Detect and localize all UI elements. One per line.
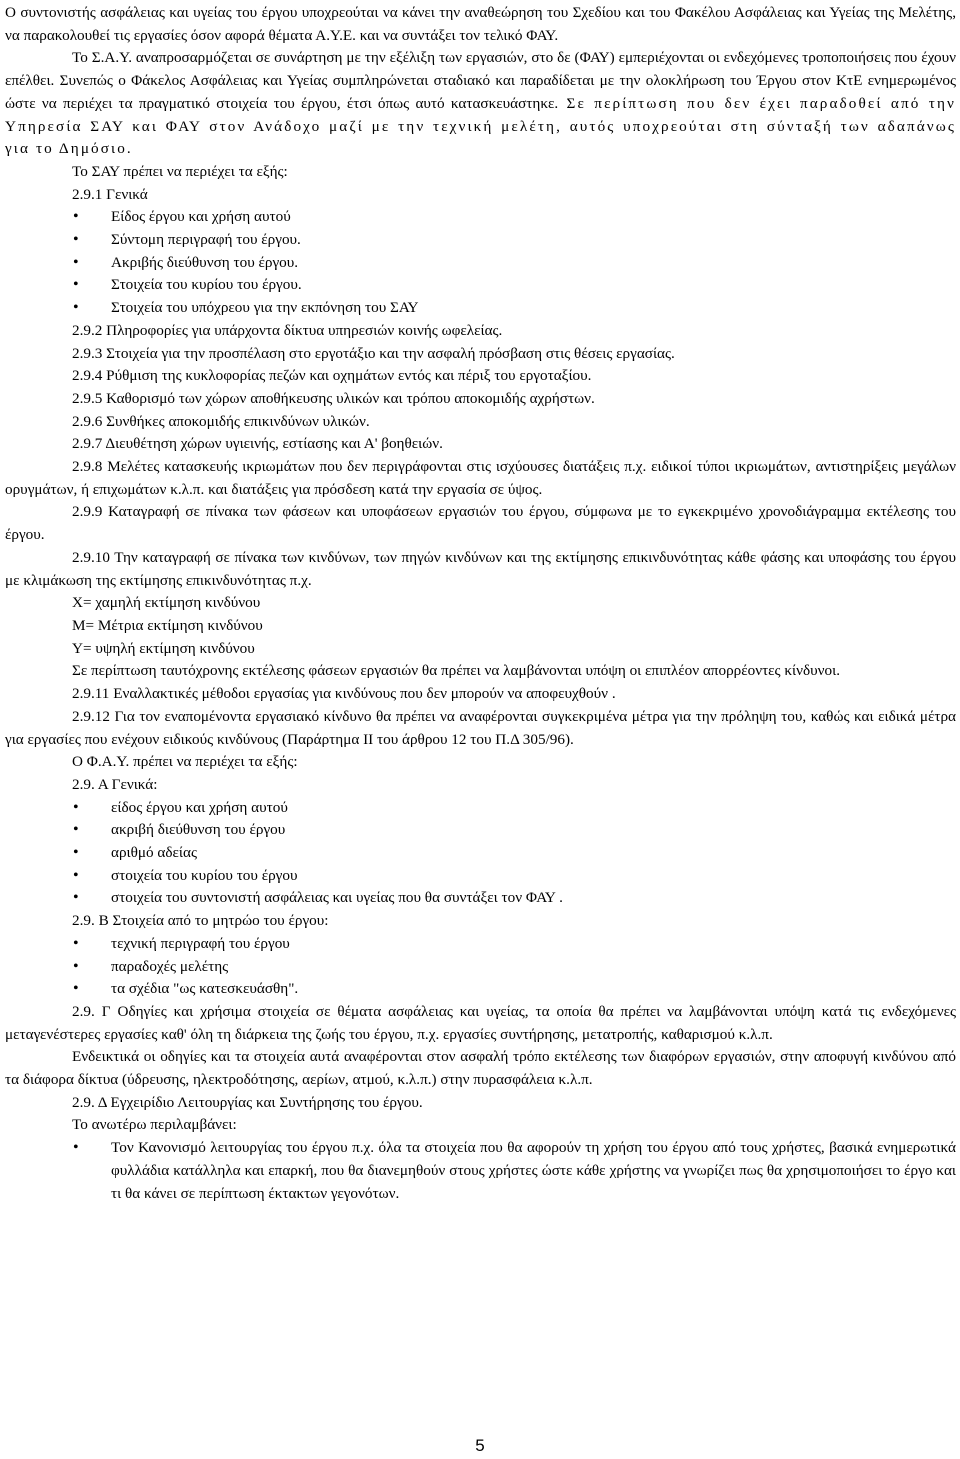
list-item: • Είδος έργου και χρήση αυτού: [5, 206, 956, 229]
risk-level-medium: Μ= Μέτρια εκτίμηση κινδύνου: [72, 616, 263, 634]
section-2-9-12: 2.9.12 Για τον εναπομένοντα εργασιακό κίνδυνο θα πρέπει να αναφέρονται συγκεκριμένα μέτρα για την πρόληψη του, καθώς και ειδικά μέτρα για εργασίες που ενέχουν ειδικούς κινδύνους (Παράρτημα ΙΙ του άρθρου 12 του Π.Δ 305/96).: [5, 707, 956, 748]
section-2-9-1-heading: 2.9.1 Γενικά: [72, 185, 148, 203]
section-2-9-4: 2.9.4 Ρύθμιση της κυκλοφορίας πεζών και οχημάτων εντός και πέριξ του εργοταξίου.: [72, 367, 592, 385]
list-item: • Στοιχεία του κυρίου του έργου.: [5, 274, 956, 297]
section-2-9-6: 2.9.6 Συνθήκες αποκομιδής επικινδύνων υλικών.: [72, 412, 370, 430]
section-2-9-11: 2.9.11 Εναλλακτικές μέθοδοι εργασίας για κινδύνους που δεν μπορούν να αποφευχθούν .: [72, 685, 616, 703]
paragraph-say-adaptation: [5, 47, 956, 161]
operation-manual-list: [5, 1137, 956, 1205]
risk-level-high: Υ= υψηλή εκτίμηση κινδύνου: [72, 639, 255, 657]
fay-contents-intro: Ο Φ.Α.Υ. πρέπει να περιέχει τα εξής:: [72, 753, 298, 771]
list-item: • στοιχεία του κυρίου του έργου: [5, 865, 956, 888]
list-item: • ακριβή διεύθυνση του έργου: [5, 819, 956, 842]
list-item: • τα σχέδια "ως κατεσκευάσθη".: [5, 978, 956, 1001]
section-2-9-2: 2.9.2 Πληροφορίες για υπάρχοντα δίκτυα υπηρεσιών κοινής ωφελείας.: [72, 321, 503, 339]
list-item: • Τον Κανονισμό λειτουργίας του έργου π.χ. όλα τα στοιχεία που θα αφορούν τη χρήση του έργου από τους χρήστες, βασικά ενημερωτικά φυλλάδια κατάλληλα και επαρκή, που θα διανεμηθούν στους χρήστες ώστε κάθε χρήστης να γνωρίζει πως θα χρησιμοποιήσει το έργο και τι θα κάνει σε περίπτωση έκτακτων γεγονότων.: [5, 1137, 956, 1205]
section-2-9-3: 2.9.3 Στοιχεία για την προσπέλαση στο εργοτάξιο και την ασφαλή πρόσβαση στις θέσεις εργασίας.: [72, 344, 675, 362]
section-2-9-a-heading: 2.9. Α Γενικά:: [72, 775, 158, 793]
project-registry-list: [5, 933, 956, 1001]
section-2-9-9: 2.9.9 Καταγραφή σε πίνακα των φάσεων και υποφάσεων εργασιών του έργου, σύμφωνα με το εγκεκριμένο χρονοδιάγραμμα εκτέλεσης του έργου.: [5, 503, 956, 544]
list-item: • Σύντομη περιγραφή του έργου.: [5, 229, 956, 252]
section-2-9-b-heading: 2.9. Β Στοιχεία από το μητρώο του έργου:: [72, 912, 329, 930]
say-contents-intro: Το ΣΑΥ πρέπει να περιέχει τα εξής:: [72, 162, 288, 180]
page-number: 5: [475, 1436, 485, 1455]
paragraph-coordinator-duties: Ο συντονιστής ασφάλειας και υγείας του έργου υποχρεούται να κάνει την αναθεώρηση του Σχεδίου και του Φακέλου Ασφάλειας και Υγείας της Μελέτης, να παρακολουθεί τις εργασίες όσον αφορά θέματα Α.Υ.Ε. και να συντάξει τον τελικό ΦΑΥ.: [5, 4, 956, 44]
say-general-list: [5, 206, 956, 320]
list-item: • είδος έργου και χρήση αυτού: [5, 797, 956, 820]
section-2-9-8: 2.9.8 Μελέτες κατασκευής ικριωμάτων που δεν περιγράφονται στις ισχύουσες διατάξεις π.χ. ειδικοί τύποι ικριωμάτων, αντιστηρίξεις μεγάλων ορυγμάτων, ή επιχωμάτων κ.λ.π. και διατάξεις για πρόσδεση κατά την εργασία σε ύψος.: [5, 458, 956, 498]
fay-general-list: [5, 797, 956, 911]
document-body: [5, 2, 956, 1205]
list-item: • τεχνική περιγραφή του έργου: [5, 933, 956, 956]
section-2-9-7: 2.9.7 Διευθέτηση χώρων υγιεινής, εστίασης και Α' βοηθειών.: [72, 435, 443, 453]
list-item: • Ακριβής διεύθυνση του έργου.: [5, 252, 956, 275]
risk-level-low: Χ= χαμηλή εκτίμηση κινδύνου: [72, 594, 261, 612]
say-not-delivered-text: Σε περίπτωση που δεν έχει παραδοθεί από την Υπηρεσία ΣΑΥ και ΦΑΥ στον Ανάδοχο μαζί με την τεχνική μελέτη, αυτός υποχρεούται στη σύνταξή των αδαπάνως για το Δημόσιο.: [5, 94, 956, 158]
section-2-9-10: 2.9.10 Την καταγραφή σε πίνακα των κινδύνων, των πηγών κινδύνων και της εκτίμησης επικινδυνότητας κάθε φάσης και υποφάσης του έργου με κλιμάκωση της εκτίμησης επικινδυνότητας π.χ.: [5, 548, 956, 589]
list-item: • στοιχεία του συντονιστή ασφάλειας και υγείας που θα συντάξει τον ΦΑΥ .: [5, 887, 956, 910]
list-item: • παραδοχές μελέτης: [5, 956, 956, 979]
section-2-9-5: 2.9.5 Καθορισμό των χώρων αποθήκευσης υλικών και τρόπου αποκομιδής αχρήστων.: [72, 389, 595, 407]
list-item: • Στοιχεία του υπόχρεου για την εκπόνηση του ΣΑΥ: [5, 297, 956, 320]
indicative-guidelines: Ενδεικτικά οι οδηγίες και τα στοιχεία αυτά αναφέρονται στον ασφαλή τρόπο εκτέλεσης των διαφόρων εργασιών, στην αποφυγή κινδύνου από τα διάφορα δίκτυα (ύδρευσης, ηλεκτροδότησης, αερίων, ατμού, κ.λ.π.) στην πυρασφάλεια κ.λ.π.: [5, 1048, 956, 1089]
list-item: • αριθμό αδείας: [5, 842, 956, 865]
say-adaptation-text: Το Σ.Α.Υ. αναπροσαρμόζεται σε συνάρτηση με την εξέλιξη των εργασιών, στο δε (ΦΑΥ) εμπεριέχονται οι ενδεχόμενες τροποποιήσεις που έχουν επέλθει. Συνεπώς ο Φάκελος Ασφάλειας και Υγείας συμπληρώνεται σταδιακό και παραδίδεται με την ολοκλήρωση του Έργου στον ΚτΕ ενημερωμένος ώστε να περιέχει τα πραγματικό στοιχεία του έργου, έτσι όπως αυτό κατασκευάστηκε.: [5, 49, 956, 112]
section-2-9-g: 2.9. Γ Οδηγίες και χρήσιμα στοιχεία σε θέματα ασφάλειας και υγείας, τα οποία θα πρέπει να λαμβάνονται υπόψη κατά τις ενδεχόμενες μεταγενέστερες εργασίες καθ' όλη τη διάρκεια της ζωής του έργου, π.χ. εργασίες συντήρησης, μετατροπής, καθαρισμού κ.λ.π.: [5, 1002, 956, 1043]
concurrent-phases-note: Σε περίπτωση ταυτόχρονης εκτέλεσης φάσεων εργασιών θα πρέπει να λαμβάνονται υπόψη οι επιπλέον απορρέοντες κίνδυνοι.: [72, 662, 840, 680]
above-includes-intro: Το ανωτέρω περιλαμβάνει:: [72, 1116, 237, 1134]
section-2-9-d-heading: 2.9. Δ Εγχειρίδιο Λειτουργίας και Συντήρησης του έργου.: [72, 1093, 423, 1111]
